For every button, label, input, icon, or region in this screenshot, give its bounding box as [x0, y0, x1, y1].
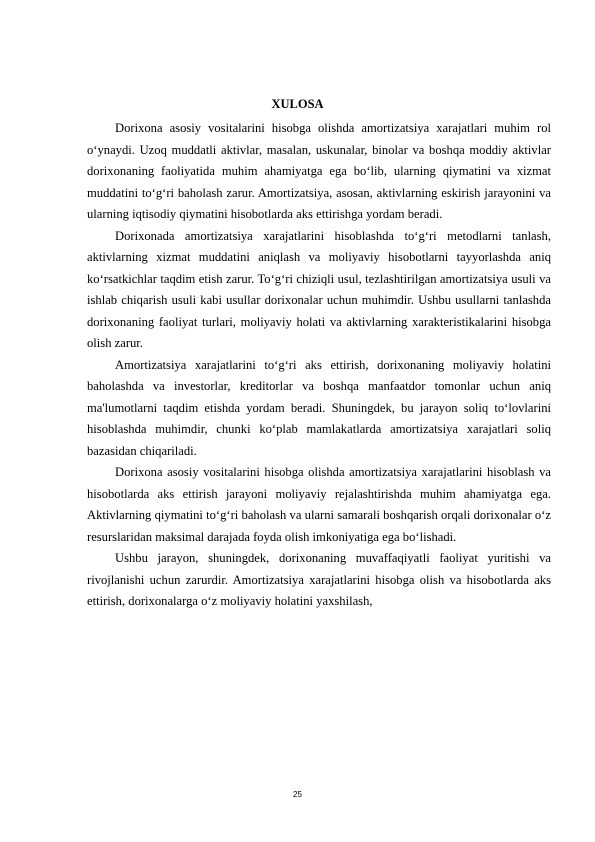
paragraph-3: Amortizatsiya xarajatlarini to‘g‘ri aks ettirish, dorixonaning moliyaviy holatini baholashda va investorlar, kreditorlar va boshqa manfaatdor tomonlar uchun aniq ma'lumotlarni taqdim etishda yordam beradi. Shuningdek, bu jarayon soliq to‘lovlarini hisoblashda muhimdir, chunki ko‘plab mamlakatlarda amortizatsiya xarajatlari soliq bazasidan chiqariladi. — [87, 357, 551, 458]
paragraph-4: Dorixona asosiy vositalarini hisobga olishda amortizatsiya xarajatlarini hisoblash va hisobotlarda aks ettirish jarayoni moliyaviy rejalashtirishda muhim ahamiyatga ega. Aktivlarning qiymatini to‘g‘ri baholash va ularni samarali boshqarish orqali dorixonalar o‘z resurslaridan maksimal darajada foyda olish imkoniyatiga ega bo‘lishadi. — [87, 465, 551, 544]
section-title: XULOSA — [271, 97, 324, 111]
paragraph-2: Dorixonada amortizatsiya xarajatlarini hisoblashda to‘g‘ri metodlarni tanlash, aktivlarning xizmat muddatini aniqlash va moliyaviy hisobotlarni tayyorlashda aniq ko‘rsatkichlar taqdim etish zarur. To‘g‘ri chiziqli usul, tezlashtirilgan amortizatsiya usuli va ishlab chiqarish usuli kabi usullar dorixonalar uchun muhimdir. Ushbu usullarni tanlashda dorixonaning faoliyat turlari, moliyaviy holati va aktivlarning xarakteristikalarini hisobga olish zarur. — [87, 228, 551, 350]
body-text — [87, 118, 551, 613]
paragraph-1: Dorixona asosiy vositalarini hisobga olishda amortizatsiya xarajatlari muhim rol o‘ynaydi. Uzoq muddatli aktivlar, masalan, uskunalar, binolar va boshqa moddiy aktivlar dorixonaning faoliyatida muhim ahamiyatga ega bo‘lib, ularning qiymatini va xizmat muddatini to‘g‘ri baholash zarur. Amortizatsiya, asosan, aktivlarning eskirish jarayonini va ularning iqtisodiy qiymatini hisobotlarda aks ettirishga yordam beradi. — [87, 121, 551, 221]
paragraph-5: Ushbu jarayon, shuningdek, dorixonaning muvaffaqiyatli faoliyat yuritishi va rivojlanishi uchun zarurdir. Amortizatsiya xarajatlarini hisobga olish va hisobotlarda aks ettirish, dorixonalarga o‘z moliyaviy holatini yaxshilash, — [87, 551, 551, 608]
page-number: 25 — [293, 790, 302, 799]
